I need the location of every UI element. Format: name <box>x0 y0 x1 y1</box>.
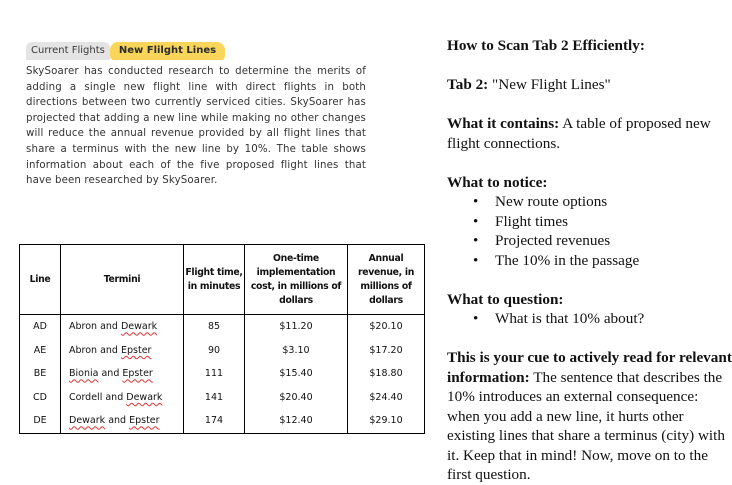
cell-termini <box>61 362 184 386</box>
cell-flight-time: 174 <box>184 409 245 433</box>
cell-line: CD <box>20 386 61 410</box>
tab-current-flights[interactable]: Current Flights <box>26 42 110 60</box>
table-row <box>20 409 425 433</box>
cell-cost: $3.10 <box>245 339 348 363</box>
termini-text: Cordell and Dewark <box>69 391 163 403</box>
table-row <box>20 362 425 386</box>
cell-line: DE <box>20 409 61 433</box>
list-item: • Projected revenues <box>447 231 732 251</box>
list-item: • The 10% in the passage <box>447 251 732 271</box>
tab-new-flight-lines[interactable]: New Flilght Lines <box>110 42 225 60</box>
cell-termini <box>61 315 184 339</box>
contains-label: What it contains: <box>447 115 560 132</box>
table-row <box>20 339 425 363</box>
cell-termini <box>61 386 184 410</box>
table-row <box>20 386 425 410</box>
termini-text: Abron and Epster <box>69 344 152 356</box>
contains-value: A table of proposed new flight connections. <box>447 115 711 152</box>
tab-bar <box>26 42 225 60</box>
cue-value: The sentence that describes the 10% introduces an external consequence: when you add a new line, it hurts other existing lines that share a terminus (city) with it. Keep that in mind! Now, move on to the first question. <box>447 368 725 483</box>
header-annual-revenue: Annual revenue, in millions of dollars <box>348 245 425 315</box>
cell-revenue: $18.80 <box>348 362 425 386</box>
cell-line: BE <box>20 362 61 386</box>
tab-value: "New Flight Lines" <box>488 76 611 93</box>
cell-cost: $11.20 <box>245 315 348 339</box>
cell-flight-time: 111 <box>184 362 245 386</box>
flight-lines-table <box>19 244 425 434</box>
cell-cost: $12.40 <box>245 409 348 433</box>
notice-label: What to notice: <box>447 173 548 191</box>
list-item: • What is that 10% about? <box>447 309 732 329</box>
cue-label: This is your cue to actively read for relevant information: <box>447 349 732 386</box>
cell-termini <box>61 409 184 433</box>
cell-cost: $15.40 <box>245 362 348 386</box>
header-termini: Termini <box>61 245 184 315</box>
cell-flight-time: 90 <box>184 339 245 363</box>
list-item: • Flight times <box>447 212 732 232</box>
table-header-row <box>20 245 425 315</box>
cell-cost: $20.40 <box>245 386 348 410</box>
header-implementation-cost: One-time implementation cost, in millions of dollars <box>245 245 348 315</box>
header-line: Line <box>20 245 61 315</box>
cue-info <box>447 348 732 485</box>
question-list <box>447 309 732 329</box>
list-item: • New route options <box>447 192 732 212</box>
cell-revenue: $29.10 <box>348 409 425 433</box>
cell-line: AE <box>20 339 61 363</box>
question-label: What to question: <box>447 290 564 308</box>
contains-info <box>447 114 732 153</box>
table-row <box>20 315 425 339</box>
cell-line: AD <box>20 315 61 339</box>
cell-revenue: $24.40 <box>348 386 425 410</box>
tab-label: Tab 2: <box>447 76 489 93</box>
guide-title: How to Scan Tab 2 Efficiently: <box>447 37 645 54</box>
termini-text: Dewark and Epster <box>69 415 160 427</box>
passage-text: SkySoarer has conducted research to determine the merits of adding a single new flight line with direct flights in both directions between two currently serviced cities. SkySoarer has projected that adding a new line while making no other changes will reduce the annual revenue provided by all flight lines that share a terminus with the new line by 10%. The table shows information about each of the five proposed flight lines that have been researched by SkySoarer. <box>26 66 366 187</box>
notice-list <box>447 192 732 270</box>
cell-revenue: $17.20 <box>348 339 425 363</box>
cell-flight-time: 141 <box>184 386 245 410</box>
header-flight-time: Flight time, in minutes <box>184 245 245 315</box>
cell-termini <box>61 339 184 363</box>
termini-text: Bionia and Epster <box>69 368 153 380</box>
cell-revenue: $20.10 <box>348 315 425 339</box>
study-guide <box>447 36 732 485</box>
tab-info <box>447 75 732 95</box>
termini-text: Abron and Dewark <box>69 321 158 333</box>
cell-flight-time: 85 <box>184 315 245 339</box>
